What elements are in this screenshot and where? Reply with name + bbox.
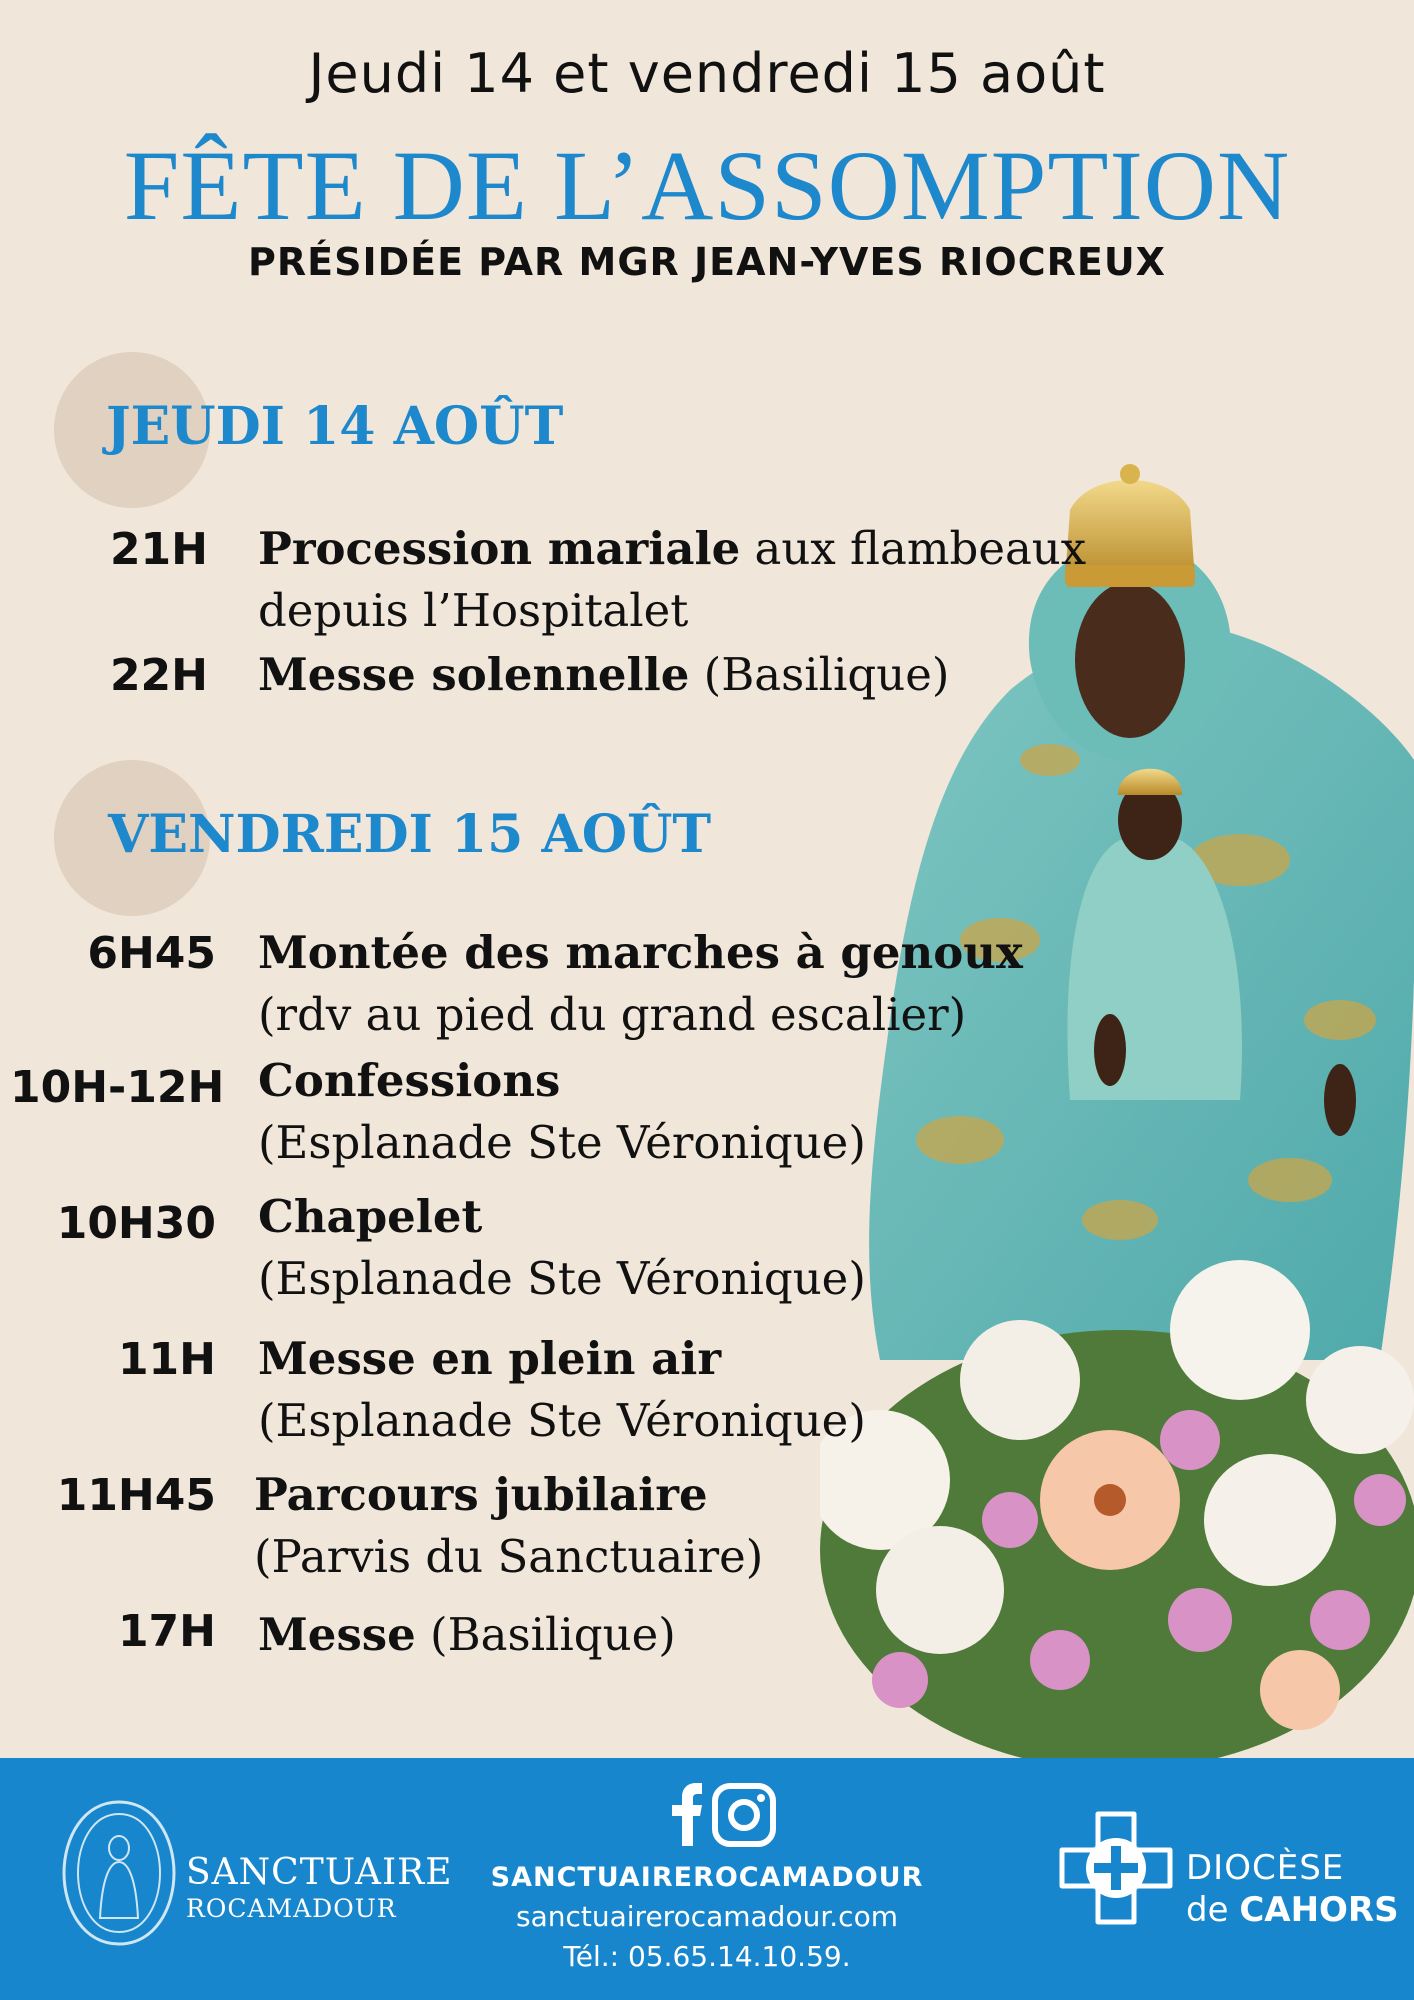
- event-title: Confessions: [258, 1054, 561, 1107]
- sanctuary-name: SANCTUAIRE: [186, 1852, 453, 1893]
- event-description: [254, 1464, 763, 1588]
- event-detail-line2: (rdv au pied du grand escalier): [258, 988, 967, 1041]
- event-time: 22H: [109, 650, 208, 701]
- event-time: 6H45: [87, 928, 216, 979]
- event-detail-line2: (Esplanade Ste Véronique): [258, 1116, 866, 1169]
- event-title: Messe: [258, 1608, 416, 1661]
- sanctuary-subtitle: ROCAMADOUR: [186, 1894, 397, 1923]
- event-description: [258, 644, 949, 706]
- event-description: [258, 1050, 866, 1174]
- event-title: Montée des marches à genoux: [258, 926, 1023, 979]
- event-title: Chapelet: [258, 1190, 483, 1243]
- day2-title: VENDREDI 15 AOÛT: [108, 804, 712, 865]
- diocese-name: DIOCÈSE: [1186, 1848, 1345, 1888]
- diocese-cross-logo: [1056, 1808, 1176, 1928]
- diocese-city-line: [1186, 1890, 1399, 1930]
- event-title: Messe en plein air: [258, 1332, 722, 1385]
- diocese-city: CAHORS: [1239, 1890, 1399, 1930]
- facebook-icon[interactable]: [672, 1783, 702, 1846]
- phone-number: Tél.: 05.65.14.10.59.: [563, 1940, 851, 1973]
- event-detail: (Basilique): [415, 1608, 676, 1661]
- event-detail: aux flambeaux: [740, 522, 1087, 575]
- day1-title: JEUDI 14 AOÛT: [106, 396, 564, 457]
- website-link[interactable]: sanctuairerocamadour.com: [516, 1900, 898, 1933]
- event-time: 10H-12H: [10, 1062, 225, 1113]
- event-description: [258, 1328, 866, 1452]
- social-icons: [660, 1780, 780, 1850]
- event-time: 17H: [117, 1606, 216, 1657]
- event-title: Procession mariale: [258, 522, 741, 575]
- event-time: 10H30: [56, 1198, 216, 1249]
- event-description: [258, 1186, 866, 1310]
- page-title: FÊTE DE L’ASSOMPTION: [123, 130, 1291, 241]
- date-line: Jeudi 14 et vendredi 15 août: [308, 42, 1106, 105]
- event-description: [258, 1604, 676, 1666]
- event-detail-line2: (Parvis du Sanctuaire): [254, 1530, 764, 1583]
- diocese-prefix: de: [1186, 1890, 1240, 1930]
- instagram-icon[interactable]: [715, 1786, 773, 1844]
- event-title: Messe solennelle: [258, 648, 690, 701]
- event-time: 11H45: [56, 1470, 216, 1521]
- event-description: [258, 922, 1023, 1046]
- event-detail-line2: (Esplanade Ste Véronique): [258, 1394, 866, 1447]
- event-time: 11H: [117, 1334, 216, 1385]
- event-detail: (Basilique): [689, 648, 950, 701]
- event-detail-line2: depuis l’Hospitalet: [258, 584, 689, 637]
- presided-by: PRÉSIDÉE PAR MGR JEAN-YVES RIOCREUX: [248, 240, 1166, 284]
- event-description: [258, 518, 1086, 642]
- event-time: 21H: [109, 524, 208, 575]
- event-detail-line2: (Esplanade Ste Véronique): [258, 1252, 866, 1305]
- event-title: Parcours jubilaire: [254, 1468, 708, 1521]
- social-handle[interactable]: SANCTUAIREROCAMADOUR: [490, 1862, 924, 1893]
